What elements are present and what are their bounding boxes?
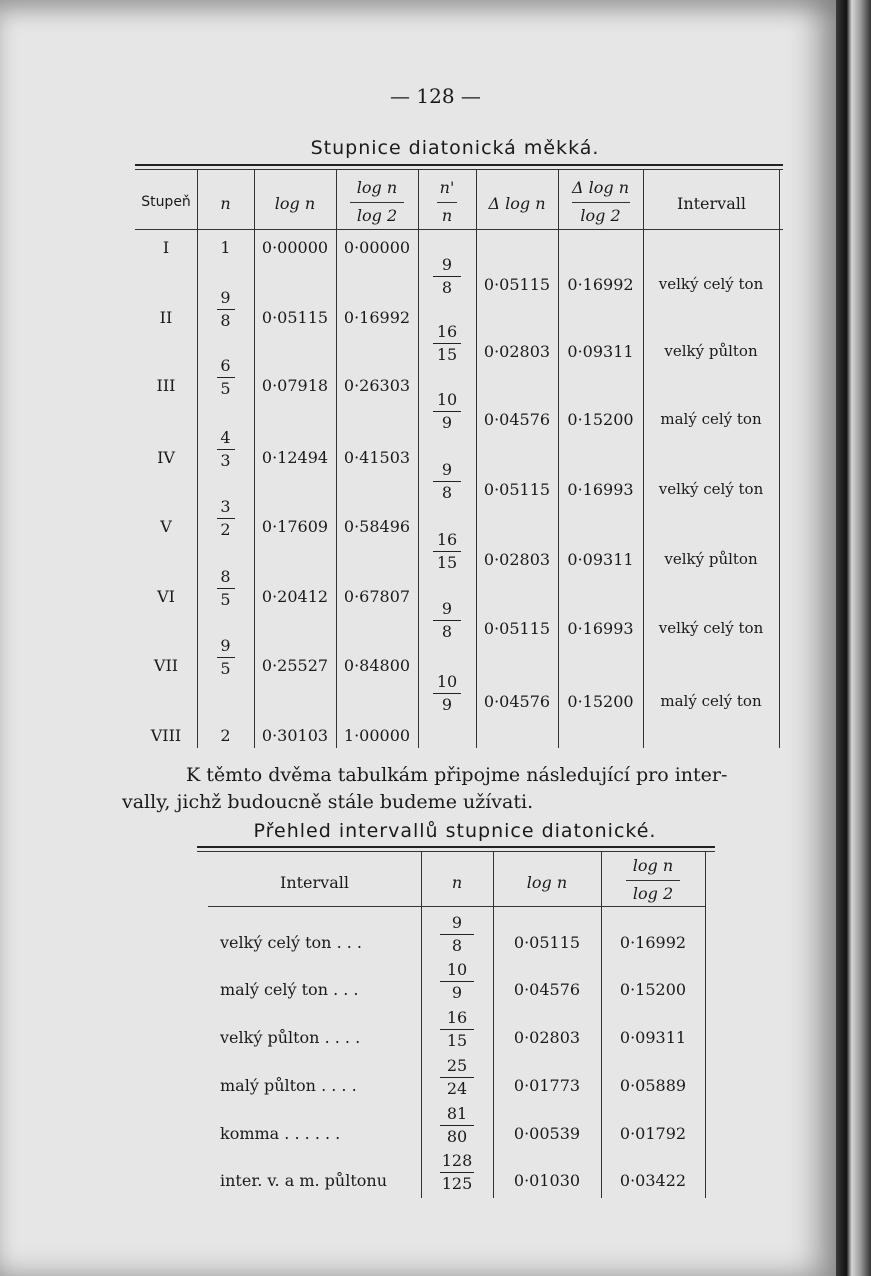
logn-cell: 0·02803 xyxy=(513,1028,581,1047)
n-fraction-bar xyxy=(440,934,474,935)
step-denominator: 9 xyxy=(441,413,453,432)
header-ratio-den: log 2 xyxy=(356,206,398,225)
ratio-cell: 1·00000 xyxy=(343,726,411,745)
interval-cell: velký celý ton xyxy=(658,275,764,293)
table2-vline-4 xyxy=(705,852,706,1198)
header-ratio-bar xyxy=(350,202,404,203)
interval-cell: velký celý ton xyxy=(658,619,764,637)
ratio-cell: 0·16992 xyxy=(343,308,411,327)
stupen-cell: V xyxy=(160,517,172,536)
step-numerator: 16 xyxy=(436,530,458,549)
interval-cell: velký půlton xyxy=(664,342,758,360)
n-denominator: 9 xyxy=(451,983,463,1002)
ratio-cell: 0·03422 xyxy=(619,1171,687,1190)
step-denominator: 8 xyxy=(441,278,453,297)
n-fraction-bar xyxy=(217,309,235,310)
header-ratio-num: log n xyxy=(356,178,398,197)
dratio-cell: 0·09311 xyxy=(567,342,634,361)
n-fraction xyxy=(197,357,254,398)
step-fraction-bar xyxy=(433,481,461,482)
n-fraction xyxy=(197,289,254,330)
n-numerator: 3 xyxy=(220,497,231,516)
logn-cell: 0·05115 xyxy=(513,933,581,952)
n-numerator: 81 xyxy=(446,1104,468,1123)
dratio-cell: 0·09311 xyxy=(567,550,634,569)
table1-top-rule xyxy=(135,164,783,166)
n-numerator: 16 xyxy=(446,1008,468,1027)
stupen-cell: III xyxy=(156,376,176,395)
n-cell: 1 xyxy=(220,238,231,257)
stupen-cell: VIII xyxy=(150,726,182,745)
stupen-cell: I xyxy=(162,238,170,257)
ratio-cell: 0·58496 xyxy=(343,517,411,536)
n-denominator: 24 xyxy=(446,1079,468,1098)
logn-cell: 0·00539 xyxy=(513,1124,581,1143)
dlogn-cell: 0·05115 xyxy=(483,275,551,294)
n-numerator: 10 xyxy=(446,960,468,979)
n-denominator: 8 xyxy=(451,936,463,955)
t2-header-logn: log n xyxy=(526,873,568,892)
step-denominator: 15 xyxy=(436,345,458,364)
n-fraction-bar xyxy=(217,377,235,378)
dlogn-cell: 0·05115 xyxy=(483,619,551,638)
interval-cell: velký celý ton xyxy=(658,480,764,498)
step-denominator: 8 xyxy=(441,483,453,502)
step-fraction xyxy=(418,391,476,432)
interval-label: malý půlton . . . . xyxy=(220,1076,357,1095)
t2-header-ratio-bar xyxy=(626,880,680,881)
header-nprime-num: n' xyxy=(439,178,455,197)
ratio-cell: 0·16992 xyxy=(619,933,687,952)
n-denominator: 5 xyxy=(220,590,231,609)
step-fraction xyxy=(418,323,476,364)
n-denominator: 3 xyxy=(220,451,231,470)
n-denominator: 125 xyxy=(441,1174,473,1193)
step-numerator: 9 xyxy=(441,255,453,274)
header-dratio-den: log 2 xyxy=(580,206,621,225)
step-fraction xyxy=(418,600,476,641)
header-nprime-bar xyxy=(437,202,457,203)
logn-cell: 0·01030 xyxy=(513,1171,581,1190)
step-numerator: 10 xyxy=(436,390,458,409)
dlogn-cell: 0·05115 xyxy=(483,480,551,499)
n-numerator: 9 xyxy=(220,636,231,655)
logn-cell: 0·30103 xyxy=(261,726,329,745)
ratio-cell: 0·67807 xyxy=(343,587,411,606)
ratio-cell: 0·41503 xyxy=(343,448,411,467)
step-fraction xyxy=(418,461,476,502)
header-n: n xyxy=(220,194,231,213)
header-dlogn: Δ log n xyxy=(488,194,546,213)
header-stupen: Stupeň xyxy=(141,194,191,210)
n-fraction xyxy=(197,637,254,678)
stupen-cell: IV xyxy=(157,448,175,467)
dlogn-cell: 0·02803 xyxy=(483,550,551,569)
header-logn: log n xyxy=(274,194,316,213)
n-numerator: 6 xyxy=(220,356,231,375)
interval-cell: velký půlton xyxy=(664,550,758,568)
n-fraction-bar xyxy=(440,1077,474,1078)
table1-vline-4 xyxy=(476,170,477,748)
n-denominator: 15 xyxy=(446,1031,468,1050)
step-fraction-bar xyxy=(433,411,461,412)
n-fraction-bar xyxy=(440,981,474,982)
n-fraction-bar xyxy=(217,449,235,450)
n-fraction xyxy=(421,961,493,1002)
n-fraction-bar xyxy=(217,657,235,658)
n-numerator: 128 xyxy=(441,1151,473,1170)
n-numerator: 8 xyxy=(220,567,231,586)
table1-top-rule-2 xyxy=(135,169,783,170)
n-numerator: 9 xyxy=(220,288,231,307)
n-fraction-bar xyxy=(217,588,235,589)
ratio-cell: 0·05889 xyxy=(619,1076,687,1095)
step-numerator: 9 xyxy=(441,599,453,618)
ratio-cell: 0·00000 xyxy=(343,238,411,257)
t2-header-ratio-den: log 2 xyxy=(632,884,674,903)
interval-cell: malý celý ton xyxy=(660,410,762,428)
step-denominator: 15 xyxy=(436,553,458,572)
step-denominator: 9 xyxy=(441,695,453,714)
n-numerator: 25 xyxy=(446,1056,468,1075)
n-fraction xyxy=(421,1009,493,1050)
header-nprime-den: n xyxy=(441,206,453,225)
step-fraction xyxy=(418,256,476,297)
step-fraction xyxy=(418,673,476,714)
step-fraction-bar xyxy=(433,551,461,552)
stupen-cell: VII xyxy=(153,656,179,675)
dlogn-cell: 0·02803 xyxy=(483,342,551,361)
interval-label: inter. v. a m. půltonu xyxy=(220,1171,387,1190)
page-edge xyxy=(836,0,871,1276)
table2-header-rule xyxy=(208,906,705,907)
paragraph-line2: vally, jichž budoucně stále budeme užívati. xyxy=(122,791,534,813)
header-dratio-num: Δ log n xyxy=(571,178,630,197)
dlogn-cell: 0·04576 xyxy=(483,410,551,429)
step-numerator: 9 xyxy=(441,460,453,479)
n-denominator: 8 xyxy=(220,311,231,330)
table1-vline-7 xyxy=(779,170,780,748)
step-fraction-bar xyxy=(433,693,461,694)
step-denominator: 8 xyxy=(441,622,453,641)
table2-top-rule xyxy=(197,846,715,848)
interval-label: velký půlton . . . . xyxy=(220,1028,361,1047)
n-fraction xyxy=(421,914,493,955)
logn-cell: 0·05115 xyxy=(261,308,329,327)
logn-cell: 0·00000 xyxy=(261,238,329,257)
t2-header-interval: Intervall xyxy=(280,873,349,892)
step-numerator: 10 xyxy=(436,672,458,691)
n-fraction xyxy=(197,429,254,470)
n-fraction-bar xyxy=(440,1029,474,1030)
n-denominator: 80 xyxy=(446,1127,468,1146)
n-fraction xyxy=(421,1152,493,1193)
n-fraction-bar xyxy=(440,1172,474,1173)
logn-cell: 0·07918 xyxy=(261,376,329,395)
interval-cell: malý celý ton xyxy=(660,692,762,710)
n-fraction-bar xyxy=(440,1125,474,1126)
paragraph-line1: K těmto dvěma tabulkám připojme následující pro inter- xyxy=(186,764,728,786)
interval-label: malý celý ton . . . xyxy=(220,980,359,999)
t2-header-n: n xyxy=(451,873,463,892)
n-denominator: 5 xyxy=(220,659,231,678)
logn-cell: 0·12494 xyxy=(261,448,329,467)
page-number: — 128 — xyxy=(390,84,481,108)
logn-cell: 0·17609 xyxy=(261,517,329,536)
t2-header-ratio-num: log n xyxy=(632,856,674,875)
step-numerator: 16 xyxy=(436,322,458,341)
table2-vline-3 xyxy=(601,852,602,1198)
table2-vline-2 xyxy=(493,852,494,1198)
header-dratio-bar xyxy=(572,202,630,203)
n-fraction xyxy=(421,1105,493,1146)
ratio-cell: 0·26303 xyxy=(343,376,411,395)
logn-cell: 0·20412 xyxy=(261,587,329,606)
dratio-cell: 0·15200 xyxy=(567,410,634,429)
dratio-cell: 0·15200 xyxy=(567,692,634,711)
logn-cell: 0·01773 xyxy=(513,1076,581,1095)
table1-title: Stupnice diatonická měkká. xyxy=(310,137,600,159)
dratio-cell: 0·16992 xyxy=(567,275,634,294)
ratio-cell: 0·84800 xyxy=(343,656,411,675)
n-fraction xyxy=(197,568,254,609)
n-numerator: 4 xyxy=(220,428,231,447)
n-fraction xyxy=(197,498,254,539)
table2-top-rule-2 xyxy=(197,851,715,852)
table1-header-rule xyxy=(135,229,783,230)
n-fraction-bar xyxy=(217,518,235,519)
table1-vline-5 xyxy=(558,170,559,748)
step-fraction xyxy=(418,531,476,572)
ratio-cell: 0·15200 xyxy=(619,980,687,999)
n-denominator: 5 xyxy=(220,379,231,398)
logn-cell: 0·04576 xyxy=(513,980,581,999)
n-fraction xyxy=(421,1057,493,1098)
n-denominator: 2 xyxy=(220,520,231,539)
stupen-cell: II xyxy=(159,308,173,327)
table1-vline-6 xyxy=(643,170,644,748)
dratio-cell: 0·16993 xyxy=(567,480,634,499)
dlogn-cell: 0·04576 xyxy=(483,692,551,711)
interval-label: komma . . . . . . xyxy=(220,1124,341,1143)
logn-cell: 0·25527 xyxy=(261,656,329,675)
header-interval: Intervall xyxy=(677,194,746,213)
n-numerator: 9 xyxy=(451,913,463,932)
step-fraction-bar xyxy=(433,620,461,621)
dratio-cell: 0·16993 xyxy=(567,619,634,638)
step-fraction-bar xyxy=(433,276,461,277)
ratio-cell: 0·09311 xyxy=(619,1028,687,1047)
step-fraction-bar xyxy=(433,343,461,344)
n-cell: 2 xyxy=(220,726,231,745)
ratio-cell: 0·01792 xyxy=(619,1124,687,1143)
stupen-cell: VI xyxy=(157,587,175,606)
table2-title: Přehled intervallů stupnice diatonické. xyxy=(253,820,657,842)
interval-label: velký celý ton . . . xyxy=(220,933,362,952)
